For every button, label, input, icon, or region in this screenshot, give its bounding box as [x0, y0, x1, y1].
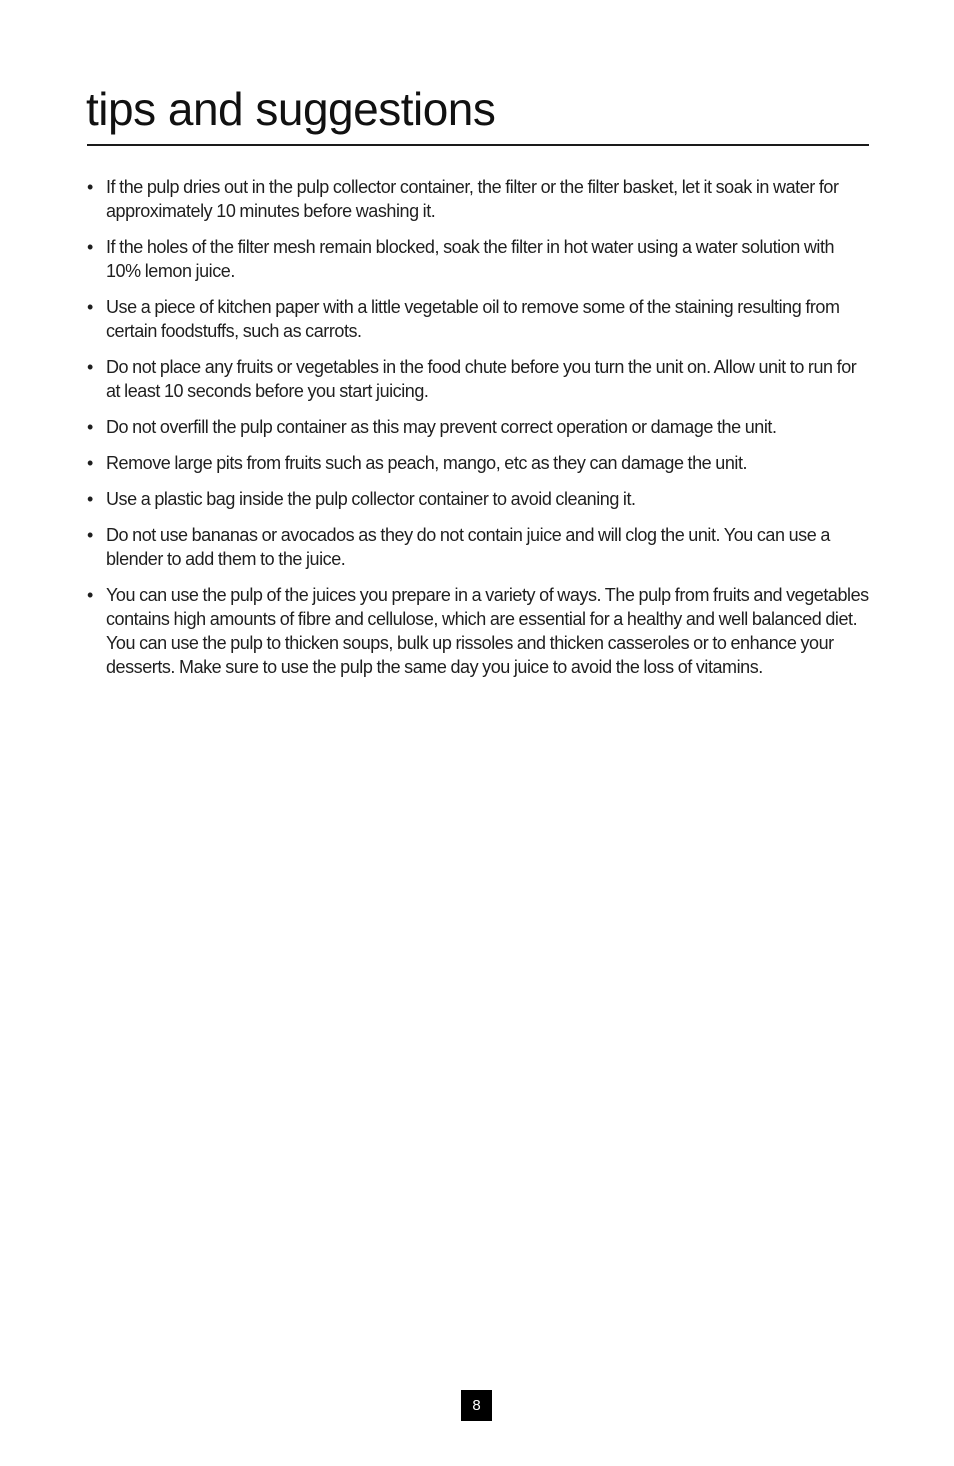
bullet-icon: •: [87, 237, 93, 257]
tip-text: Remove large pits from fruits such as peach, mango, etc as they can damage the unit.: [106, 453, 748, 473]
list-item: [87, 415, 872, 439]
bullet-icon: •: [87, 297, 93, 317]
tip-text: Do not overfill the pulp container as this may prevent correct operation or damage the unit.: [106, 417, 777, 437]
list-item: [87, 583, 872, 679]
list-item: [87, 523, 872, 571]
page-number-badge: 8: [461, 1390, 492, 1421]
tip-text: Use a plastic bag inside the pulp collector container to avoid cleaning it.: [106, 489, 636, 509]
bullet-icon: •: [87, 525, 93, 545]
title-divider: [87, 144, 869, 146]
tip-text: Do not use bananas or avocados as they do not contain juice and will clog the unit. You can use a blender to add them to the juice.: [106, 525, 830, 569]
page-title: tips and suggestions: [86, 83, 496, 135]
list-item: [87, 235, 872, 283]
tip-text: If the pulp dries out in the pulp collector container, the filter or the filter basket, let it soak in water for approximately 10 minutes before washing it.: [106, 177, 839, 221]
list-item: [87, 487, 872, 511]
bullet-icon: •: [87, 585, 93, 605]
bullet-icon: •: [87, 489, 93, 509]
tip-text: You can use the pulp of the juices you prepare in a variety of ways. The pulp from fruits and vegetables contains high amounts of fibre and cellulose, which are essential for a healthy and well balanced diet. You can use the pulp to thicken soups, bulk up rissoles and thicken casseroles or to enhance your desserts. Make sure to use the pulp the same day you juice to avoid the loss of vitamins.: [106, 585, 869, 677]
list-item: [87, 355, 872, 403]
list-item: [87, 451, 872, 475]
tip-text: Do not place any fruits or vegetables in the food chute before you turn the unit on. Allow unit to run for at least 10 seconds before you start juicing.: [106, 357, 857, 401]
bullet-icon: •: [87, 357, 93, 377]
list-item: [87, 295, 872, 343]
bullet-icon: •: [87, 417, 93, 437]
tip-text: If the holes of the filter mesh remain blocked, soak the filter in hot water using a water solution with 10% lemon juice.: [106, 237, 835, 281]
tip-text: Use a piece of kitchen paper with a little vegetable oil to remove some of the staining resulting from certain foodstuffs, such as carrots.: [106, 297, 840, 341]
list-item: [87, 175, 872, 223]
bullet-icon: •: [87, 453, 93, 473]
bullet-icon: •: [87, 177, 93, 197]
tips-list: [87, 175, 872, 691]
